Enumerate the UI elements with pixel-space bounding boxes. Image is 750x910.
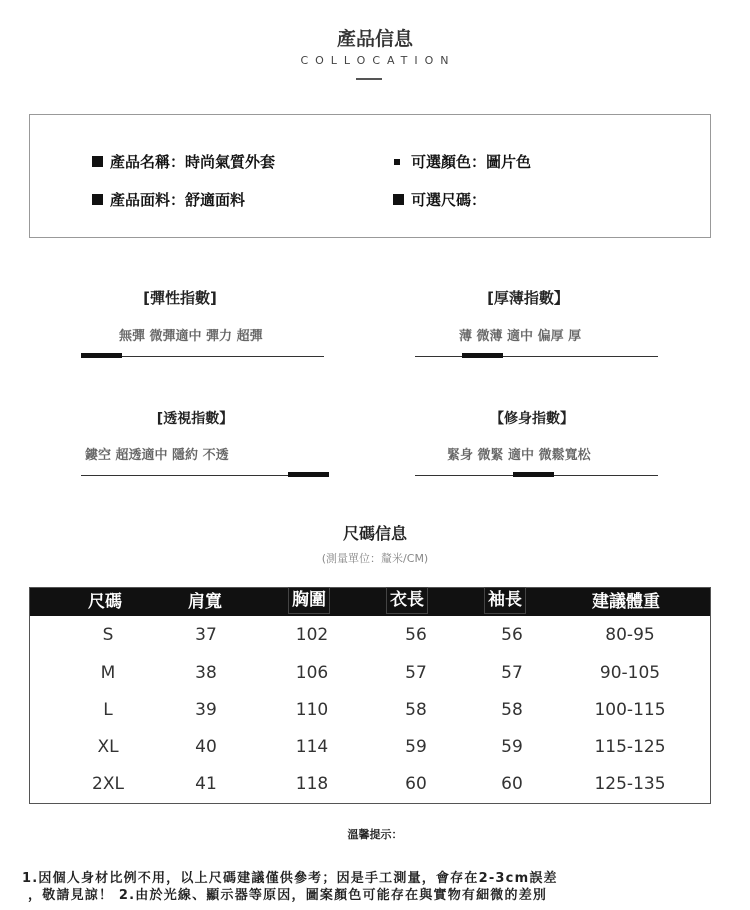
table-cell: 60 [501, 774, 523, 794]
square-bullet-icon [393, 194, 404, 205]
thickness-index-title: [厚薄指數】 [487, 289, 569, 307]
transparency-index-options: 鏤空 超透適中 隱約 不透 [85, 448, 229, 463]
tips-line-2: ，敬請見諒！ 2.由於光線、顯示器等原因，圖案顏色可能存在與實物有細微的差別 [28, 888, 548, 903]
tips-title: 溫馨提示： [347, 828, 403, 841]
fit-index-title: 【修身指數】 [490, 411, 574, 427]
table-cell: 39 [195, 700, 217, 720]
thickness-scale-marker [462, 353, 503, 358]
table-cell: 114 [295, 737, 329, 757]
size-section-title: 尺碼信息 [342, 524, 407, 543]
elasticity-scale-marker [81, 353, 122, 358]
tips-text [22, 870, 732, 904]
fit-scale-marker [513, 472, 554, 477]
product-name [92, 151, 275, 172]
size-unit-note: (測量單位：釐米/CM) [321, 552, 429, 565]
product-color-text: 可選顏色：圖片色 [411, 153, 532, 171]
table-cell: 56 [405, 625, 427, 645]
product-sizes [393, 189, 486, 210]
table-cell: 58 [405, 700, 427, 720]
product-name-text: 產品名稱：時尚氣質外套 [110, 153, 276, 171]
header-sleeve: 袖長 [484, 587, 526, 614]
table-cell: 2XL [92, 774, 124, 794]
table-cell: 60 [405, 774, 427, 794]
table-cell: 115-125 [594, 737, 666, 757]
table-cell: 80-95 [605, 625, 655, 645]
product-sizes-text: 可選尺碼： [411, 191, 487, 209]
table-cell: 110 [295, 700, 329, 720]
table-cell: 38 [195, 663, 217, 683]
table-cell: 125-135 [594, 774, 666, 794]
transparency-scale-marker [288, 472, 329, 477]
table-cell: 59 [405, 737, 427, 757]
product-fabric [92, 189, 245, 210]
square-bullet-icon [394, 159, 400, 165]
table-cell: 41 [195, 774, 217, 794]
table-cell: 40 [195, 737, 217, 757]
table-cell: 59 [501, 737, 523, 757]
table-cell: 57 [405, 663, 427, 683]
table-cell: 102 [295, 625, 329, 645]
table-cell: 106 [295, 663, 329, 683]
table-cell: 90-105 [599, 663, 661, 683]
table-cell: XL [97, 737, 119, 757]
header-length: 衣長 [386, 587, 428, 614]
elasticity-index-title: [彈性指數] [143, 289, 217, 307]
table-cell: 100-115 [594, 700, 666, 720]
transparency-index-title: [透視指數】 [156, 411, 234, 427]
header-size: 尺碼 [88, 592, 122, 612]
size-table [29, 587, 711, 804]
product-color [391, 151, 531, 172]
thickness-scale-line [415, 356, 658, 357]
table-cell: M [100, 663, 116, 683]
table-cell: S [102, 625, 114, 645]
table-cell: 56 [501, 625, 523, 645]
page-title: 產品信息 [336, 28, 413, 50]
square-bullet-icon [92, 156, 103, 167]
product-info-box [29, 114, 711, 238]
header-chest: 胸圍 [288, 587, 330, 614]
table-cell: 58 [501, 700, 523, 720]
product-fabric-text: 產品面料：舒適面料 [110, 191, 246, 209]
elasticity-index-options: 無彈 微彈適中 彈力 超彈 [119, 329, 263, 344]
table-cell: 37 [195, 625, 217, 645]
table-cell: 57 [501, 663, 523, 683]
header-shoulder: 肩寬 [188, 592, 222, 612]
table-cell: 118 [295, 774, 329, 794]
square-bullet-icon [92, 194, 103, 205]
header-weight: 建議體重 [592, 592, 660, 612]
table-cell: L [103, 700, 113, 720]
title-underline [356, 78, 382, 80]
tips-line-1: 1.因個人身材比例不用，以上尺碼建議僅供參考；因是手工測量，會存在2-3cm誤差 [22, 871, 558, 886]
page-subtitle: COLLOCATION [300, 54, 456, 67]
thickness-index-options: 薄 微薄 適中 偏厚 厚 [459, 329, 582, 344]
fit-index-options: 緊身 微緊 適中 微鬆寬松 [447, 448, 591, 463]
